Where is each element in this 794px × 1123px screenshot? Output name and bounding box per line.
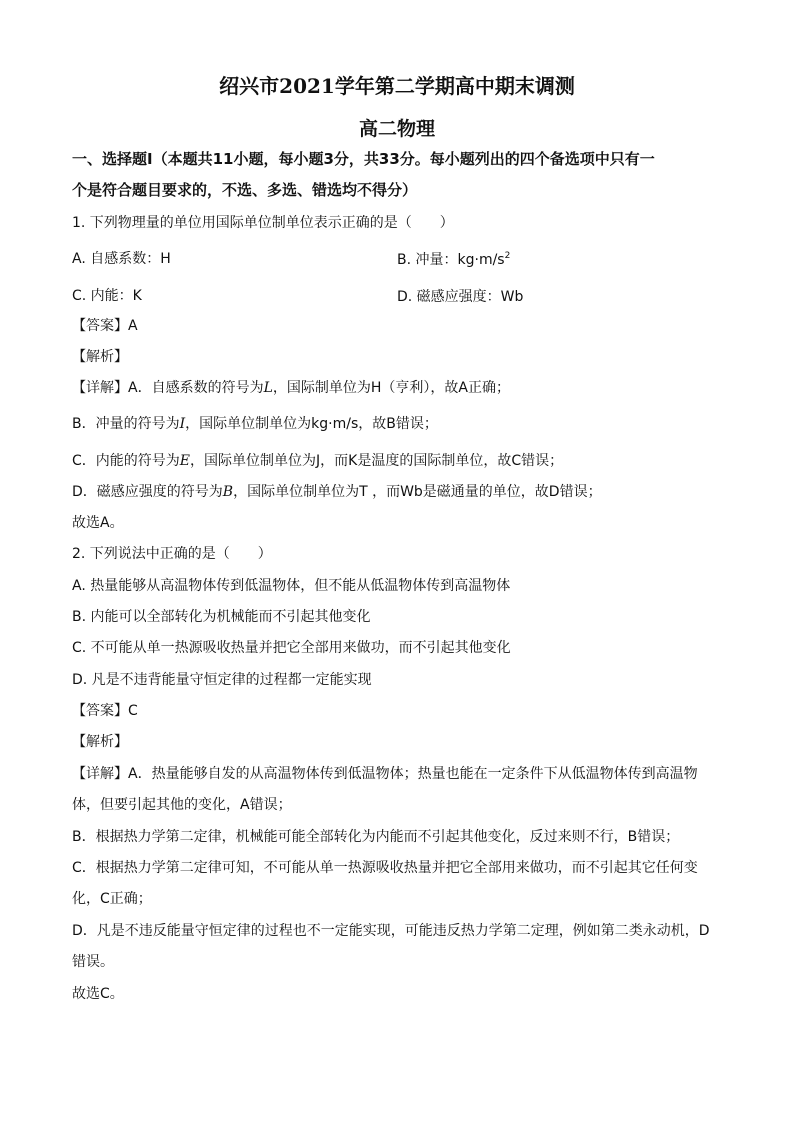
q2-detail-c-line2: 化，C正确； [72,891,152,907]
q2-stem: 2. 下列说法中正确的是（ ） [72,546,272,562]
q1-conclusion: 故选A。 [72,515,124,531]
q1-detail-b-post: ，国际单位制单位为kg·m/s，故B错误； [185,416,438,432]
q2-detail-d-line2: 错误。 [72,954,114,970]
q1-detail-a-pre: 【详解】A．自感系数的符号为 [72,380,264,396]
q1-detail-a-post: ，国际制单位为H（亨利），故A正确； [272,380,510,396]
q2-option-b: B. 内能可以全部转化为机械能而不引起其他变化 [72,609,371,625]
q2-answer: 【答案】C [72,703,138,719]
q2-option-d: D. 凡是不违背能量守恒定律的过程都一定能实现 [72,672,372,688]
q1-option-b-exponent: 2 [504,251,511,261]
q2-option-a: A. 热量能够从高温物体传到低温物体，但不能从低温物体传到高温物体 [72,578,511,594]
q1-option-b-text: B. 冲量：kg·m/s [397,252,505,268]
section-heading-line1: 一、选择题Ⅰ（本题共11小题，每小题3分，共33分。每小题列出的四个备选项中只有一 [72,150,655,168]
q2-analysis-label: 【解析】 [72,734,128,750]
exam-title: 绍兴市2021学年第二学期高中期末调测 [219,74,575,98]
q1-detail-d-post: ，国际单位制单位为T ，而Wb是磁通量的单位，故D错误； [233,484,602,500]
q2-detail-a-line1: 【详解】A．热量能够自发的从高温物体传到低温物体；热量也能在一定条件下从低温物体传到高温物 [72,766,698,782]
q1-detail-c [72,451,563,471]
q1-detail-c-post: ，国际单位制单位为J，而K是温度的国际制单位，故C错误； [190,453,564,469]
q1-answer: 【答案】A [72,318,138,334]
q2-option-c: C. 不可能从单一热源吸收热量并把它全部用来做功，而不引起其他变化 [72,640,511,656]
section-heading-line2: 个是符合题目要求的，不选、多选、错选均不得分） [72,181,418,199]
q1-detail-b-symbol: I [179,416,186,432]
q2-conclusion: 故选C。 [72,986,124,1002]
q1-detail-b-pre: B．冲量的符号为 [72,416,180,432]
q1-stem: 1. 下列物理量的单位用国际单位制单位表示正确的是（ ） [72,215,454,231]
q1-detail-c-pre: C．内能的符号为 [72,453,180,469]
q1-option-b [397,249,510,269]
q1-detail-d-symbol: B [222,484,234,500]
q2-detail-a-line2: 体，但要引起其他的变化，A错误； [72,797,292,813]
q2-detail-b: B．根据热力学第二定律，机械能可能全部转化为内能而不引起其他变化，反过来则不行，B错误； [72,829,680,845]
q1-detail-c-symbol: E [179,453,191,469]
q1-detail-a [72,378,510,398]
q1-detail-d [72,482,602,502]
q1-detail-a-symbol: L [263,380,273,396]
q1-detail-d-pre: D．磁感应强度的符号为 [72,484,223,500]
q1-detail-b [72,414,438,434]
q1-option-a: A. 自感系数：H [72,251,171,267]
subject-title: 高二物理 [358,118,435,140]
q2-detail-d-line1: D．凡是不违反能量守恒定律的过程也不一定能实现，可能违反热力学第二定理，例如第二类永动机，D [72,923,710,939]
q1-analysis-label: 【解析】 [72,349,128,365]
q1-option-c: C. 内能：K [72,288,142,304]
q1-option-d: D. 磁感应强度：Wb [397,289,524,305]
q2-detail-c-line1: C．根据热力学第二定律可知，不可能从单一热源吸收热量并把它全部用来做功，而不引起其它任何变 [72,860,698,876]
